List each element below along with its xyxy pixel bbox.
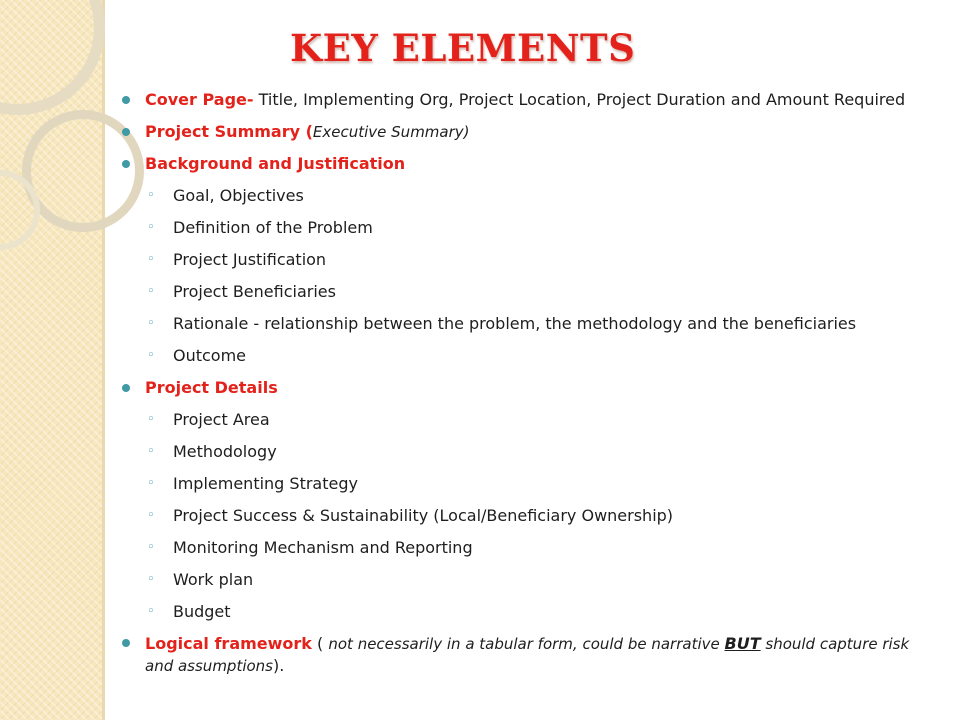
sub-bullet (120, 532, 930, 564)
sub-bullet-text: Outcome (173, 346, 247, 365)
sub-bullet (120, 180, 930, 212)
sub-bullet-text: Budget (173, 602, 231, 621)
sub-bullet (120, 212, 930, 244)
sub-bullet (120, 340, 930, 372)
sub-bullet (120, 276, 930, 308)
sub-bullet-text: Work plan (173, 570, 254, 589)
sub-bullet-text: Project Area (173, 410, 270, 429)
bullet-project-details (120, 372, 930, 404)
sub-bullet-text: Project Justification (173, 250, 327, 269)
logical-framework-note-b: should capture risk and assumptions (145, 635, 910, 675)
logical-framework-open: ( (311, 634, 329, 653)
logical-framework-close: ). (273, 656, 285, 675)
decorative-ring (0, 0, 105, 115)
cover-page-label: Cover Page- (145, 90, 254, 109)
cover-page-text: Title, Implementing Org, Project Location, Project Duration and Amount Required (253, 90, 906, 109)
sub-bullet-text: Goal, Objectives (173, 186, 304, 205)
sub-bullet (120, 500, 930, 532)
sub-bullet-text: Project Success & Sustainability (Local/Beneficiary Ownership) (173, 506, 674, 525)
sub-bullet (120, 564, 930, 596)
decorative-side-band (0, 0, 105, 720)
bullet-background (120, 148, 930, 180)
background-label: Background and Justification (145, 154, 406, 173)
logical-framework-label: Logical framework (145, 634, 312, 653)
sub-bullet (120, 308, 930, 340)
bullet-list (120, 84, 930, 677)
project-summary-label: Project Summary ( (145, 122, 313, 141)
sub-bullet-text: Definition of the Problem (173, 218, 373, 237)
project-summary-note: Executive Summary) (312, 123, 470, 141)
sub-bullet-text: Methodology (173, 442, 277, 461)
bullet-cover-page (120, 84, 930, 116)
logical-framework-note-a: not necessarily in a tabular form, could be narrative (328, 635, 725, 653)
sub-bullet-text: Rationale - relationship between the problem, the methodology and the beneficiaries (173, 314, 857, 333)
bullet-logical-framework (120, 628, 930, 677)
project-details-label: Project Details (145, 378, 278, 397)
bullet-project-summary (120, 116, 930, 148)
sub-bullet (120, 244, 930, 276)
logical-framework-emphasis: BUT (724, 634, 761, 653)
sub-bullet-text: Implementing Strategy (173, 474, 358, 493)
sub-bullet (120, 404, 930, 436)
sub-bullet (120, 596, 930, 628)
sub-bullet (120, 468, 930, 500)
sub-bullet (120, 436, 930, 468)
sub-bullet-text: Monitoring Mechanism and Reporting (173, 538, 473, 557)
slide-title: KEY ELEMENTS (290, 26, 636, 70)
sub-bullet-text: Project Beneficiaries (173, 282, 336, 301)
